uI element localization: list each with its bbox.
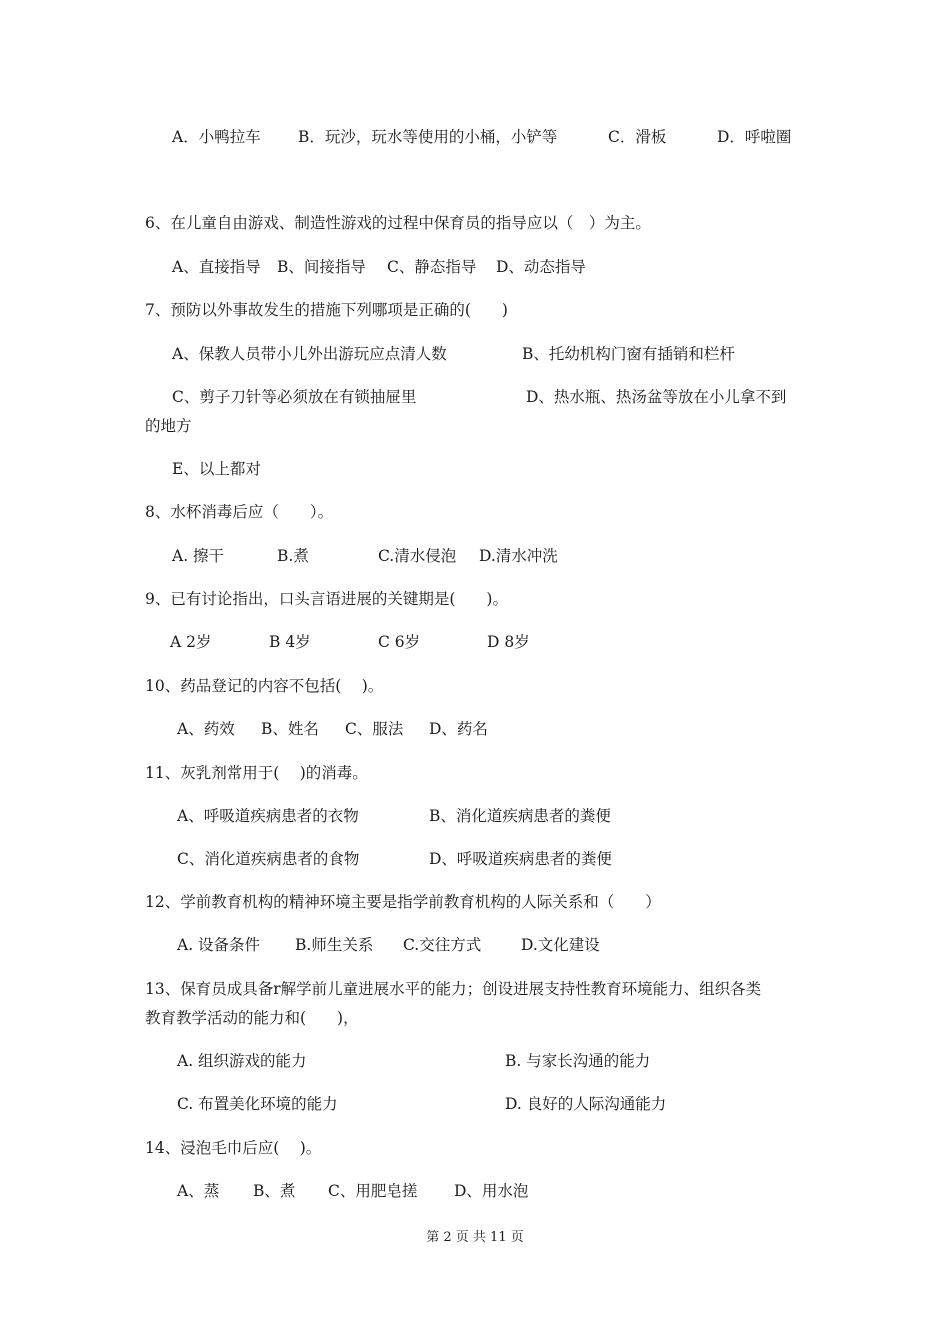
q13-option-c: C. 布置美化环境的能力 (177, 1095, 338, 1113)
q11-option-c: C、消化道疾病患者的食物 (177, 850, 360, 868)
q7-option-a: A、保教人员带小儿外出游玩应点清人数 (172, 345, 447, 363)
q7-option-b: B、托幼机构门窗有插销和栏杆 (522, 345, 735, 363)
q14-option-d: D、用水泡 (454, 1182, 529, 1200)
q14-option-b: B、煮 (253, 1182, 296, 1200)
q5-option-d: D．呼啦圈 (717, 128, 792, 146)
q5-option-a: A．小鸭拉车 (172, 128, 261, 146)
q9-text: 9、已有讨论指出，口头言语进展的关键期是( )。 (145, 590, 508, 608)
q6-option-b: B、间接指导 (277, 258, 366, 276)
q13-option-a: A. 组织游戏的能力 (177, 1052, 307, 1070)
q10-text: 10、药品登记的内容不包括( )。 (145, 677, 384, 695)
q7-option-d: D、热水瓶、热汤盆等放在小儿拿不到 (526, 388, 787, 406)
q14-text: 14、浸泡毛巾后应( )。 (145, 1139, 322, 1157)
q5-option-c: C．滑板 (608, 128, 667, 146)
q13-option-d: D. 良好的人际沟通能力 (505, 1095, 667, 1113)
q10-option-b: B、姓名 (261, 720, 319, 738)
q7-text: 7、预防以外事故发生的措施下列哪项是正确的( ) (145, 301, 508, 319)
q5-option-b: B．玩沙，玩水等使用的小桶，小铲等 (298, 128, 558, 146)
q8-option-d: D.清水冲洗 (479, 547, 558, 565)
q11-text: 11、灰乳剂常用于( )的消毒。 (145, 764, 368, 782)
q9-option-c: C 6岁 (378, 633, 421, 651)
q6-option-d: D、动态指导 (496, 258, 586, 276)
q8-option-c: C.清水侵泡 (378, 547, 457, 565)
q6-option-a: A、直接指导 (172, 258, 261, 276)
q13-option-b: B. 与家长沟通的能力 (505, 1052, 651, 1070)
q13-text-line1: 13、保育员成具备r解学前儿童进展水平的能力；创设进展支持性教育环境能力、组织各类 (145, 980, 762, 998)
q9-option-b: B 4岁 (269, 633, 311, 651)
page-number-footer: 第 2 页 共 11 页 (426, 1230, 524, 1245)
q8-option-b: B.煮 (277, 547, 309, 565)
q9-option-d: D 8岁 (487, 633, 530, 651)
q14-option-a: A、蒸 (177, 1182, 220, 1200)
q12-option-d: D.文化建设 (521, 936, 600, 954)
q6-text: 6、在儿童自由游戏、制造性游戏的过程中保育员的指导应以（ ）为主。 (145, 214, 651, 232)
q12-text: 12、学前教育机构的精神环境主要是指学前教育机构的人际关系和（ ） (145, 893, 661, 911)
q8-text: 8、水杯消毒后应（ ）。 (145, 503, 334, 521)
q11-option-d: D、呼吸道疾病患者的粪便 (429, 850, 612, 868)
q7-option-c: C、剪子刀针等必须放在有锁抽屉里 (172, 388, 417, 406)
q12-option-b: B.师生关系 (295, 936, 374, 954)
q10-option-a: A、药效 (177, 720, 235, 738)
q11-option-a: A、呼吸道疾病患者的衣物 (177, 807, 359, 825)
q6-option-c: C、静态指导 (387, 258, 477, 276)
q10-option-c: C、服法 (345, 720, 404, 738)
q9-option-a: A 2岁 (170, 633, 212, 651)
q10-option-d: D、药名 (429, 720, 488, 738)
q11-option-b: B、消化道疾病患者的粪便 (429, 807, 611, 825)
q14-option-c: C、用肥皂搓 (328, 1182, 418, 1200)
q13-text-line2: 教育教学活动的能力和( )， (145, 1009, 359, 1027)
q8-option-a: A. 擦干 (172, 547, 225, 565)
q7-option-e: E、以上都对 (172, 460, 261, 478)
q12-option-a: A. 设备条件 (177, 936, 261, 954)
q7-option-d-cont: 的地方 (145, 417, 192, 435)
q12-option-c: C.交往方式 (403, 936, 482, 954)
